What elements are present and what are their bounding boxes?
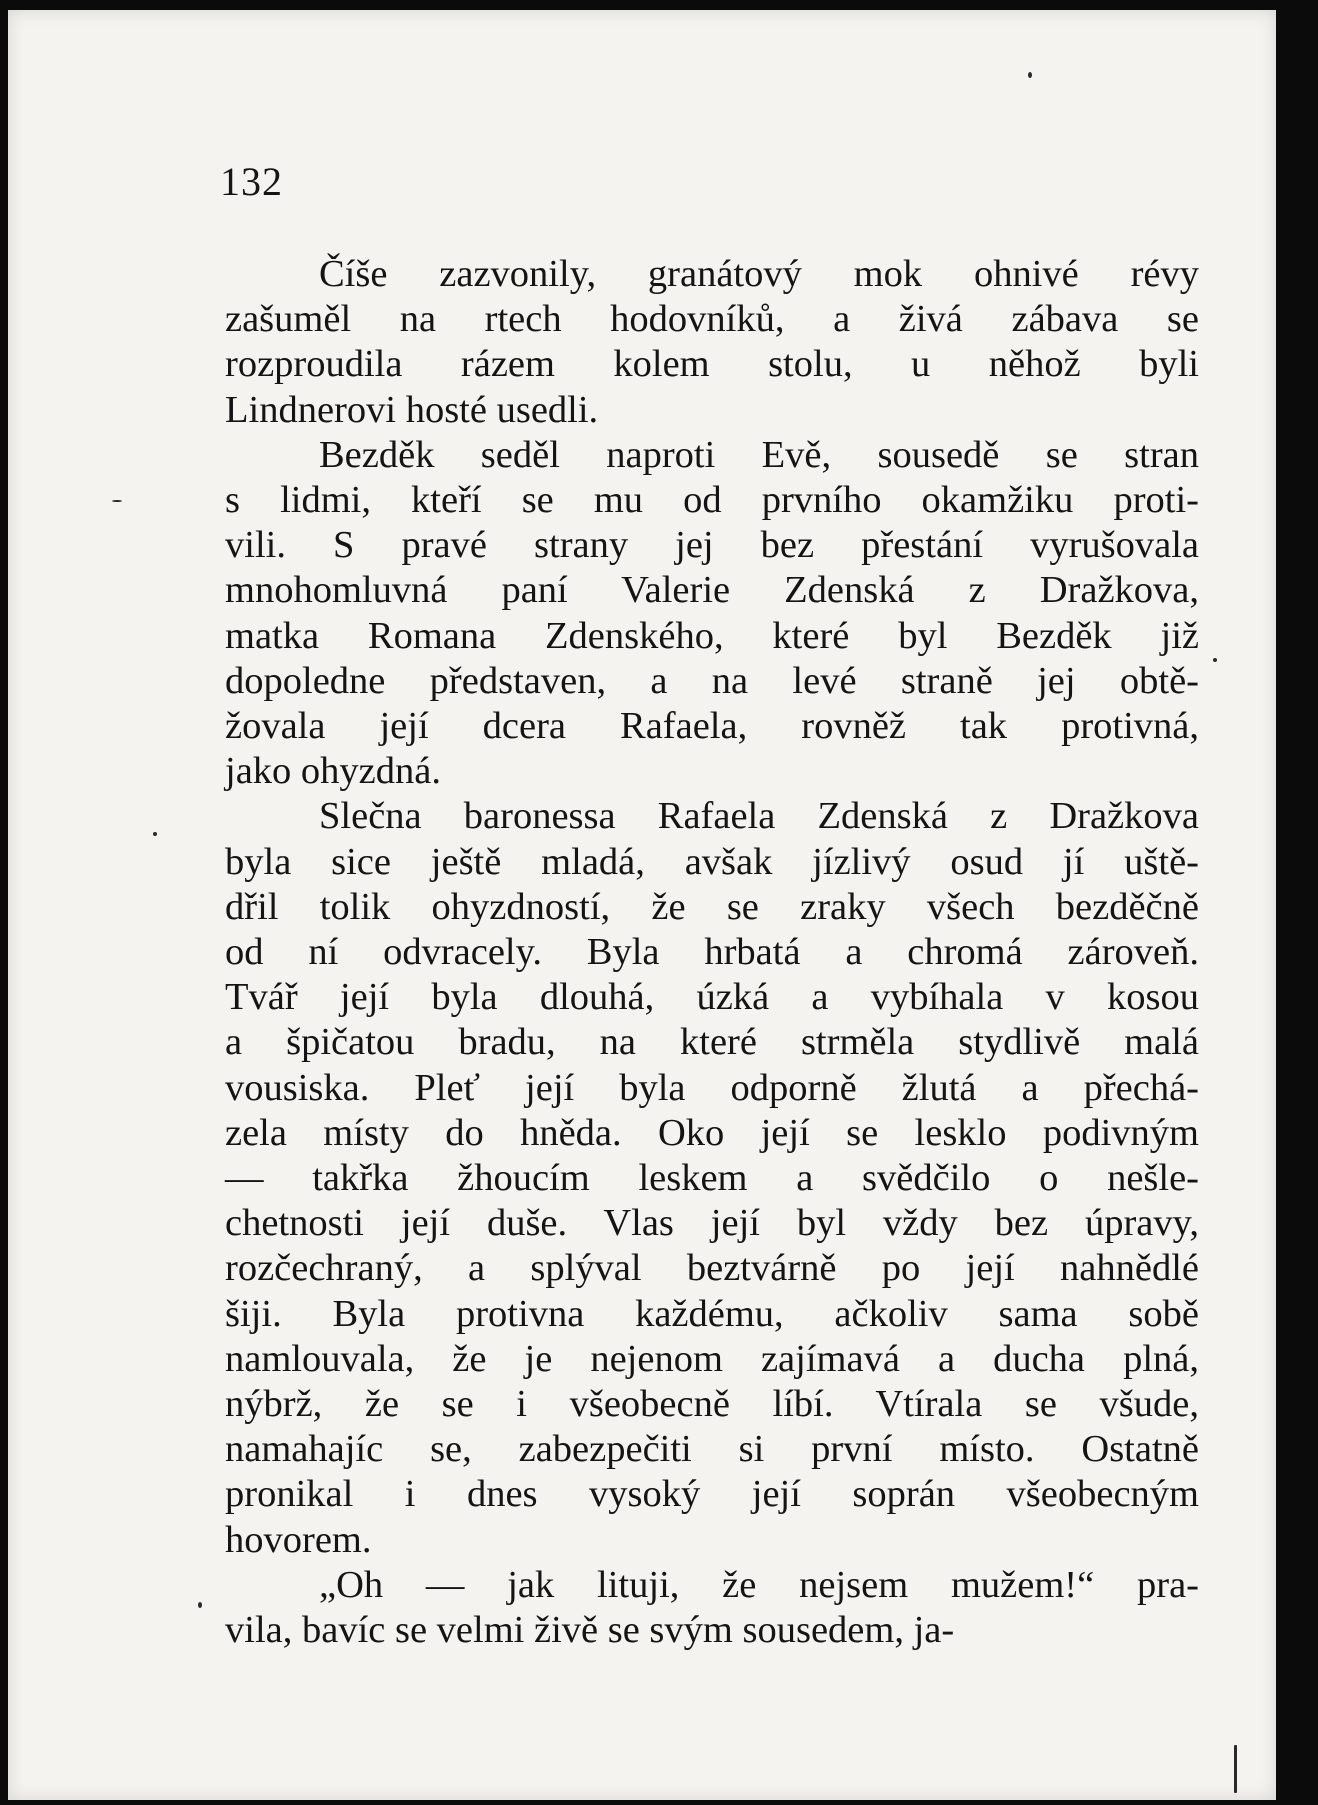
scan-speck: [198, 1602, 202, 1608]
text-line: pronikal i dnes vysoký její soprán všeobecným: [225, 1473, 1199, 1516]
body-text: [225, 252, 1199, 1653]
text-line: zašuměl na rtech hodovníků, a živá zábava se: [225, 298, 1199, 341]
text-line: namahajíc se, zabezpečiti si první místo. Ostatně: [225, 1428, 1199, 1471]
text-line: — takřka žhoucím leskem a svědčilo o nešle-: [225, 1157, 1199, 1200]
text-line: šiji. Byla protivna každému, ačkoliv sama sobě: [225, 1292, 1199, 1335]
text-line: Bezděk seděl naproti Evě, sousedě se stran: [319, 433, 1199, 476]
text-line: vousiska. Pleť její byla odporně žlutá a přechá-: [225, 1066, 1199, 1109]
text-line: Slečna baronessa Rafaela Zdenská z Dražkova: [319, 795, 1199, 838]
text-line: zela místy do hněda. Oko její se lesklo podivným: [225, 1111, 1199, 1154]
text-line: Číše zazvonily, granátový mok ohnivé révy: [319, 253, 1199, 295]
text-line: vili. S pravé strany jej bez přestání vyrušovala: [225, 524, 1199, 567]
text-line: rozčechraný, a splýval beztvárně po její nahnědlé: [225, 1247, 1199, 1290]
text-line: „Oh — jak lituji, že nejsem mužem!“ pra-: [319, 1563, 1199, 1606]
scan-speck: [1234, 1745, 1237, 1793]
text-line: byla sice ještě mladá, avšak jízlivý osud jí uště-: [225, 840, 1199, 883]
text-line: Lindnerovi hosté usedli.: [225, 388, 599, 431]
text-line: nýbrž, že se i všeobecně líbí. Vtírala se všude,: [225, 1383, 1199, 1426]
text-line: Tvář její byla dlouhá, úzká a vybíhala v kosou: [225, 976, 1199, 1019]
text-line: s lidmi, kteří se mu od prvního okamžiku proti-: [225, 479, 1199, 522]
text-line: a špičatou bradu, na které strměla stydlivě malá: [225, 1021, 1199, 1064]
text-line: chetnosti její duše. Vlas její byl vždy bez úpravy,: [225, 1202, 1199, 1245]
paragraph: [225, 252, 1199, 433]
text-line: matka Romana Zdenského, které byl Bezděk již: [225, 614, 1199, 657]
scan-speck: [153, 832, 157, 836]
text-line: hovorem.: [225, 1518, 372, 1561]
page-edge: [1276, 0, 1318, 1805]
paragraph: [225, 794, 1199, 1562]
text-line: rozproudila rázem kolem stolu, u něhož byli: [225, 343, 1199, 386]
paragraph: [225, 433, 1199, 795]
text-line: od ní odvracely. Byla hrbatá a chromá zároveň.: [225, 931, 1199, 974]
page-number: 132: [220, 159, 283, 204]
text-line: žovala její dcera Rafaela, rovněž tak protivná,: [225, 705, 1199, 748]
scan-speck: [1213, 658, 1217, 662]
text-line: namlouvala, že je nejenom zajímavá a ducha plná,: [225, 1337, 1199, 1380]
scan-speck: [1028, 72, 1032, 78]
text-line: mnohomluvná paní Valerie Zdenská z Dražkova,: [225, 569, 1199, 612]
text-line: dopoledne představen, a na levé straně jej obtě-: [225, 659, 1199, 702]
text-line: dřil tolik ohyzdností, že se zraky všech bezděčně: [225, 885, 1199, 928]
text-line: jako ohyzdná.: [225, 750, 441, 793]
scan-speck: [112, 500, 122, 502]
book-page: [8, 10, 1276, 1800]
paragraph: [225, 1563, 1199, 1653]
text-line: vila, bavíc se velmi živě se svým sousedem, ja-: [225, 1609, 955, 1652]
